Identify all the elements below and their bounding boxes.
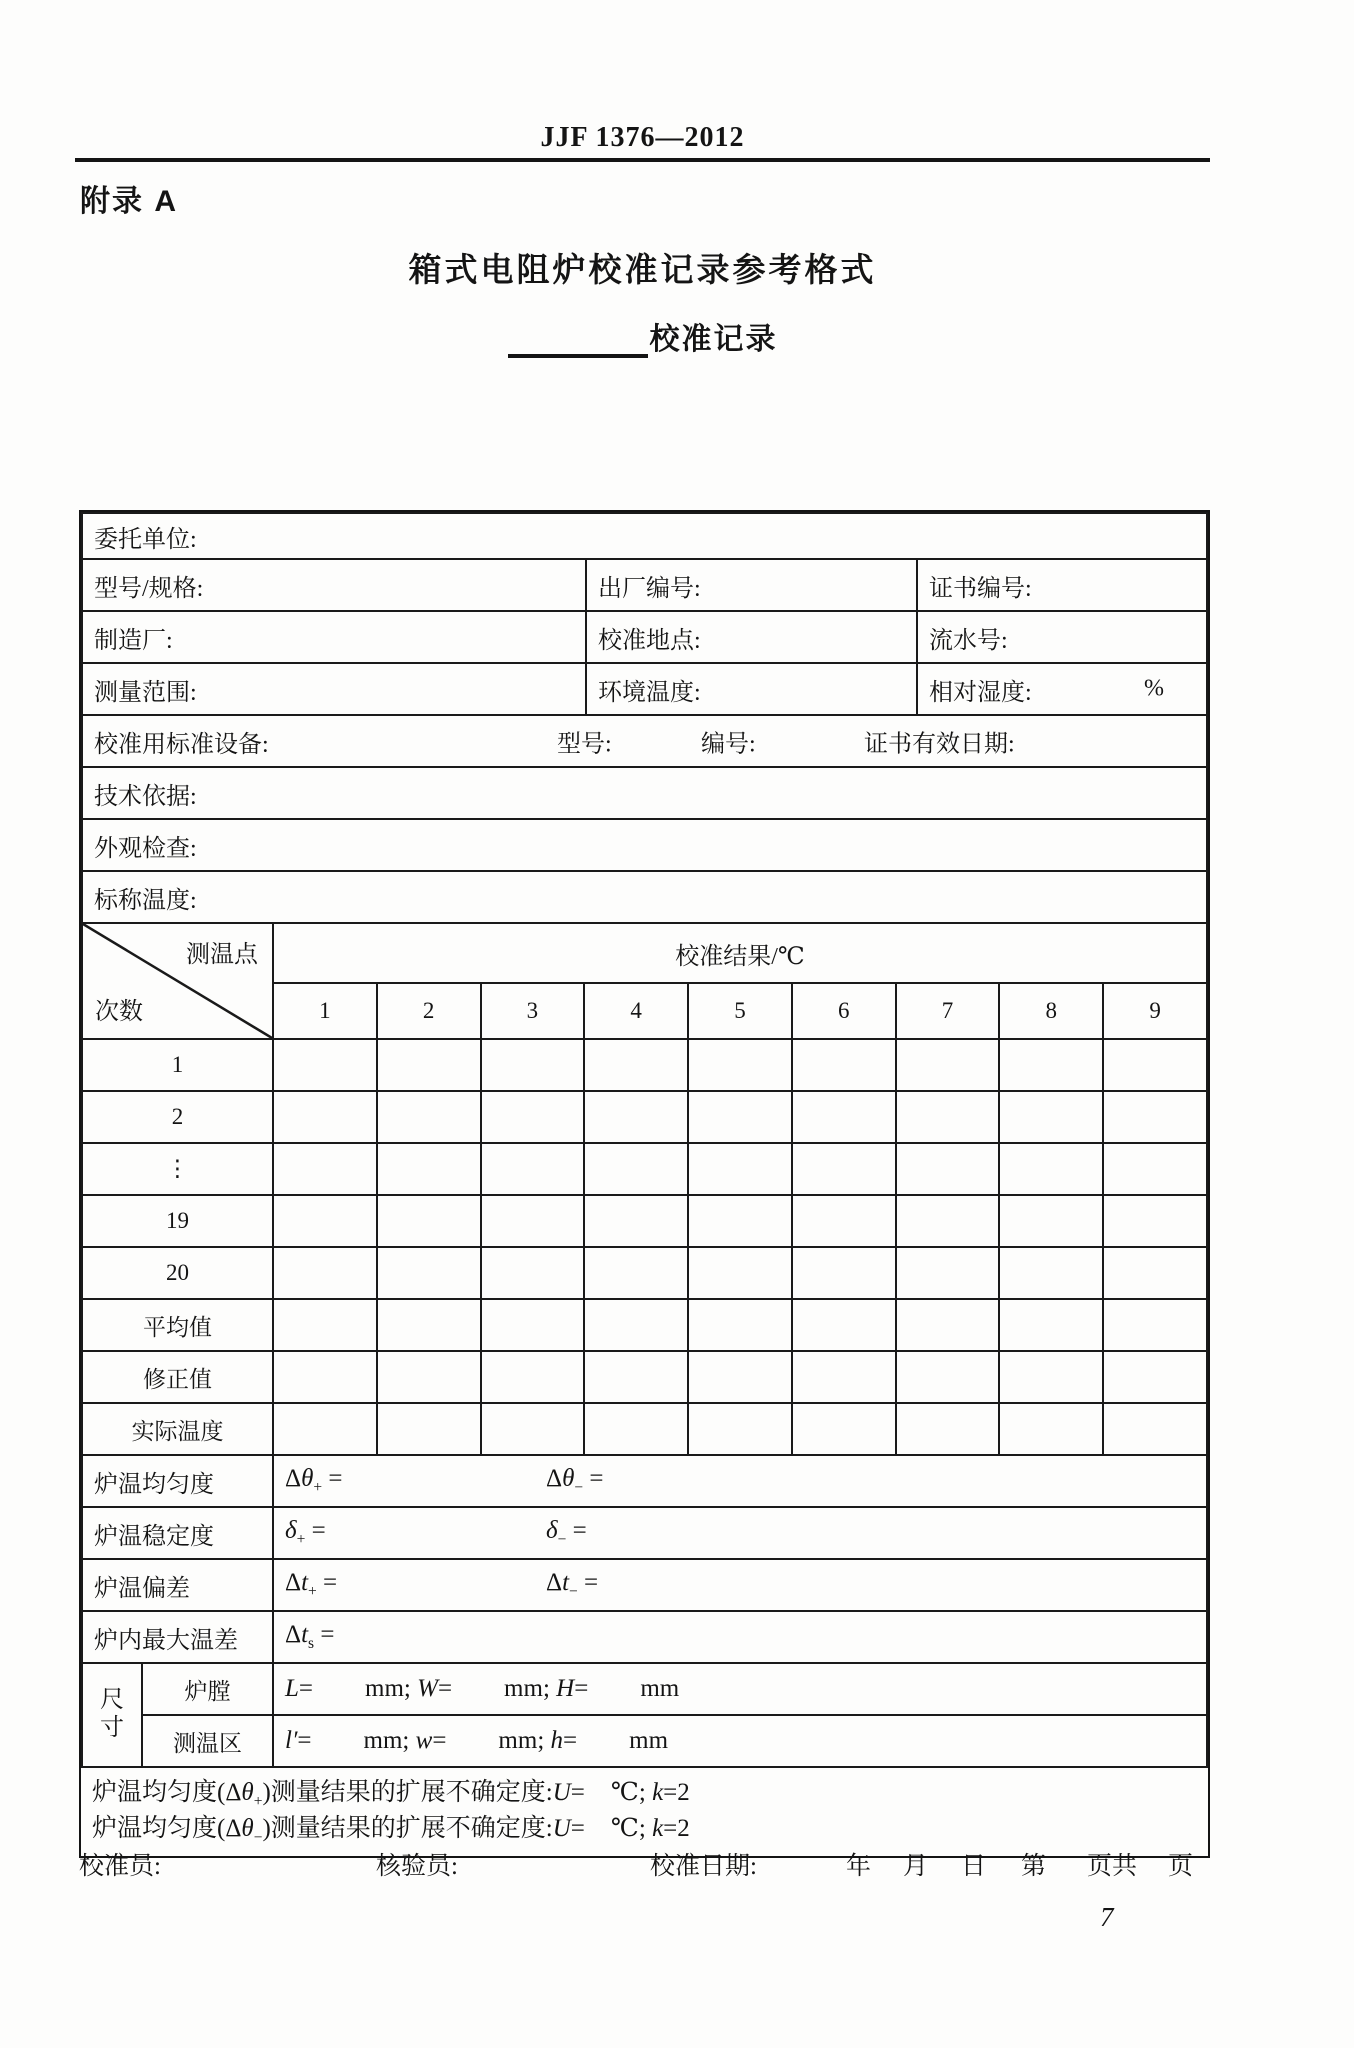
calibration-date-label: 校准日期: [650,1853,757,1880]
parameter-table [81,1454,1208,1664]
month-label: 月 [903,1853,929,1880]
matrix-empty-cell [584,1299,688,1351]
equipment-label: 校准用标准设备: [94,731,269,758]
matrix-data-row [82,1143,1207,1195]
subtitle-text: 校准记录 [649,323,778,356]
humidity-unit: % [1144,675,1164,702]
matrix-point-column: 9 [1103,983,1207,1039]
matrix-empty-cell [481,1403,585,1455]
visual-inspection-cell: 外观检查: [82,819,1207,871]
humidity-cell [917,663,1207,715]
matrix-empty-cell [481,1351,585,1403]
uncertainty-block [81,1766,1208,1856]
matrix-empty-cell [584,1143,688,1195]
matrix-empty-cell [688,1403,792,1455]
matrix-empty-cell [584,1247,688,1299]
matrix-empty-cell [273,1351,377,1403]
technical-basis-cell: 技术依据: [82,767,1207,819]
matrix-empty-cell [999,1299,1103,1351]
matrix-empty-cell [896,1195,1000,1247]
matrix-row-label: 19 [82,1195,273,1247]
calibration-place-cell: 校准地点: [586,611,917,663]
matrix-empty-cell [792,1247,896,1299]
factory-no-cell: 出厂编号: [586,559,917,611]
corner-top-label: 测温点 [186,942,258,968]
ambient-temp-cell: 环境温度: [586,663,917,715]
matrix-data-row [82,1299,1207,1351]
matrix-point-column: 4 [584,983,688,1039]
matrix-empty-cell [584,1403,688,1455]
matrix-empty-cell [481,1195,585,1247]
matrix-data-row [82,1195,1207,1247]
matrix-empty-cell [999,1247,1103,1299]
matrix-empty-cell [999,1403,1103,1455]
matrix-empty-cell [377,1351,481,1403]
matrix-data-row [82,1403,1207,1455]
parameter-expr-1: $\Delta t_+$ = [285,1569,338,1600]
uncertainty-line-positive: 炉温均匀度$(\Delta\theta_+)$测量结果的扩展不确定度:U= ℃; k=2 [92,1779,690,1810]
matrix-empty-cell [377,1299,481,1351]
matrix-empty-cell [688,1143,792,1195]
matrix-empty-cell [1103,1403,1207,1455]
matrix-empty-cell [999,1143,1103,1195]
parameter-expression-cell [273,1611,1207,1663]
subtitle-blank-line [508,322,648,358]
dimension-table [81,1662,1208,1768]
matrix-empty-cell [1103,1091,1207,1143]
matrix-empty-cell [792,1039,896,1091]
parameter-expr-1: $\Delta t_s$ = [285,1621,335,1652]
parameter-expr-2: $\Delta t_-$ = [546,1569,599,1600]
matrix-empty-cell [688,1247,792,1299]
matrix-row-label: ⋮ [82,1143,273,1195]
matrix-empty-cell [688,1351,792,1403]
matrix-empty-cell [896,1091,1000,1143]
page-no-prefix: 第 [1021,1853,1047,1880]
cert-valid-date-label: 证书有效日期: [864,731,1015,758]
parameter-label: 炉内最大温差 [82,1611,273,1663]
matrix-row-label: 实际温度 [82,1403,273,1455]
matrix-empty-cell [377,1039,481,1091]
matrix-empty-cell [273,1039,377,1091]
matrix-empty-cell [377,1195,481,1247]
matrix-empty-cell [792,1299,896,1351]
model-spec-cell: 型号/规格: [82,559,586,611]
verifier-label: 核验员: [376,1853,458,1880]
matrix-empty-cell [377,1143,481,1195]
measuring-zone-expr: l′= mm; w= mm; h= mm [273,1715,1207,1767]
matrix-empty-cell [481,1299,585,1351]
dimension-char-2: 寸 [100,1715,124,1741]
parameter-expr-1: $\Delta\theta_+$ = [285,1465,343,1496]
matrix-empty-cell [273,1091,377,1143]
parameter-expression-cell [273,1507,1207,1559]
parameter-expr-2: $\Delta\theta_-$ = [546,1465,604,1496]
parameter-row [82,1507,1207,1559]
year-label: 年 [846,1853,872,1880]
standard-code: JJF 1376—2012 [540,122,745,153]
matrix-empty-cell [273,1403,377,1455]
matrix-empty-cell [584,1039,688,1091]
humidity-label: 相对湿度: [929,679,1032,706]
client-cell: 委托单位: [82,513,1207,559]
header-rule [75,158,1210,162]
certificate-no-cell: 证书编号: [917,559,1207,611]
matrix-row-label: 20 [82,1247,273,1299]
matrix-row-label: 2 [82,1091,273,1143]
matrix-table [81,922,1208,1456]
matrix-empty-cell [273,1299,377,1351]
matrix-empty-cell [896,1299,1000,1351]
equipment-model-label: 型号: [557,731,612,758]
matrix-empty-cell [792,1143,896,1195]
corner-bottom-label: 次数 [95,999,143,1025]
matrix-empty-cell [1103,1143,1207,1195]
matrix-corner-cell [82,923,273,1039]
record-subtitle [75,314,1210,358]
matrix-data-row [82,1091,1207,1143]
matrix-empty-cell [273,1247,377,1299]
matrix-empty-cell [688,1195,792,1247]
info-table [81,512,1208,924]
parameter-label: 炉温稳定度 [82,1507,273,1559]
signature-row [79,1846,1206,1878]
matrix-empty-cell [999,1039,1103,1091]
matrix-empty-cell [896,1039,1000,1091]
parameter-expression-cell [273,1455,1207,1507]
appendix-label: 附录 A [80,185,178,218]
result-header-cell: 校准结果/℃ [273,923,1207,983]
parameter-expr-2: $\delta_-$ = [546,1517,587,1548]
parameter-expr-1: $\delta_+$ = [285,1517,326,1548]
matrix-empty-cell [481,1247,585,1299]
matrix-empty-cell [481,1143,585,1195]
parameter-row [82,1455,1207,1507]
dimension-group-label [82,1663,142,1767]
measuring-range-cell: 测量范围: [82,663,586,715]
matrix-empty-cell [688,1299,792,1351]
matrix-empty-cell [1103,1039,1207,1091]
matrix-empty-cell [896,1143,1000,1195]
matrix-empty-cell [999,1351,1103,1403]
matrix-empty-cell [273,1143,377,1195]
parameter-row [82,1611,1207,1663]
matrix-empty-cell [273,1195,377,1247]
serial-no-cell: 流水号: [917,611,1207,663]
calibration-form [79,510,1210,1858]
parameter-label: 炉温均匀度 [82,1455,273,1507]
matrix-empty-cell [584,1195,688,1247]
matrix-data-row [82,1247,1207,1299]
matrix-empty-cell [1103,1299,1207,1351]
measuring-zone-label: 测温区 [142,1715,273,1767]
parameter-expression-cell [273,1559,1207,1611]
matrix-empty-cell [584,1091,688,1143]
matrix-empty-cell [377,1403,481,1455]
matrix-point-column: 3 [481,983,585,1039]
nominal-temp-cell: 标称温度: [82,871,1207,923]
matrix-empty-cell [688,1039,792,1091]
matrix-empty-cell [481,1039,585,1091]
matrix-row-label: 1 [82,1039,273,1091]
page-title: 箱式电阻炉校准记录参考格式 [408,251,877,288]
matrix-point-column: 6 [792,983,896,1039]
manufacturer-cell: 制造厂: [82,611,586,663]
standard-equipment-cell [82,715,1207,767]
matrix-empty-cell [896,1247,1000,1299]
matrix-empty-cell [1103,1195,1207,1247]
matrix-point-column: 2 [377,983,481,1039]
matrix-data-row [82,1351,1207,1403]
matrix-empty-cell [377,1247,481,1299]
furnace-chamber-expr: L= mm; W= mm; H= mm [273,1663,1207,1715]
matrix-empty-cell [792,1091,896,1143]
matrix-row-label: 修正值 [82,1351,273,1403]
matrix-row-label: 平均值 [82,1299,273,1351]
equipment-serial-label: 编号: [701,731,756,758]
matrix-data-row [82,1039,1207,1091]
day-label: 日 [961,1853,987,1880]
matrix-point-column: 1 [273,983,377,1039]
calibrator-label: 校准员: [79,1853,161,1880]
parameter-row [82,1559,1207,1611]
matrix-empty-cell [896,1351,1000,1403]
matrix-empty-cell [999,1195,1103,1247]
uncertainty-line-negative: 炉温均匀度$(\Delta\theta_-)$测量结果的扩展不确定度:U= ℃; k=2 [92,1815,690,1846]
matrix-empty-cell [792,1403,896,1455]
matrix-empty-cell [792,1195,896,1247]
parameter-label: 炉温偏差 [82,1559,273,1611]
matrix-empty-cell [896,1403,1000,1455]
matrix-point-column: 5 [688,983,792,1039]
page-number: 7 [1100,1902,1114,1932]
matrix-empty-cell [584,1351,688,1403]
matrix-empty-cell [688,1091,792,1143]
furnace-chamber-label: 炉膛 [142,1663,273,1715]
page-mid-label: 页共 [1087,1853,1138,1880]
matrix-empty-cell [792,1351,896,1403]
matrix-empty-cell [377,1091,481,1143]
matrix-empty-cell [481,1091,585,1143]
dimension-char-1: 尺 [100,1687,124,1714]
matrix-point-column: 7 [896,983,1000,1039]
matrix-empty-cell [1103,1351,1207,1403]
matrix-empty-cell [999,1091,1103,1143]
matrix-empty-cell [1103,1247,1207,1299]
page-unit-label: 页 [1168,1853,1194,1880]
matrix-point-column: 8 [999,983,1103,1039]
